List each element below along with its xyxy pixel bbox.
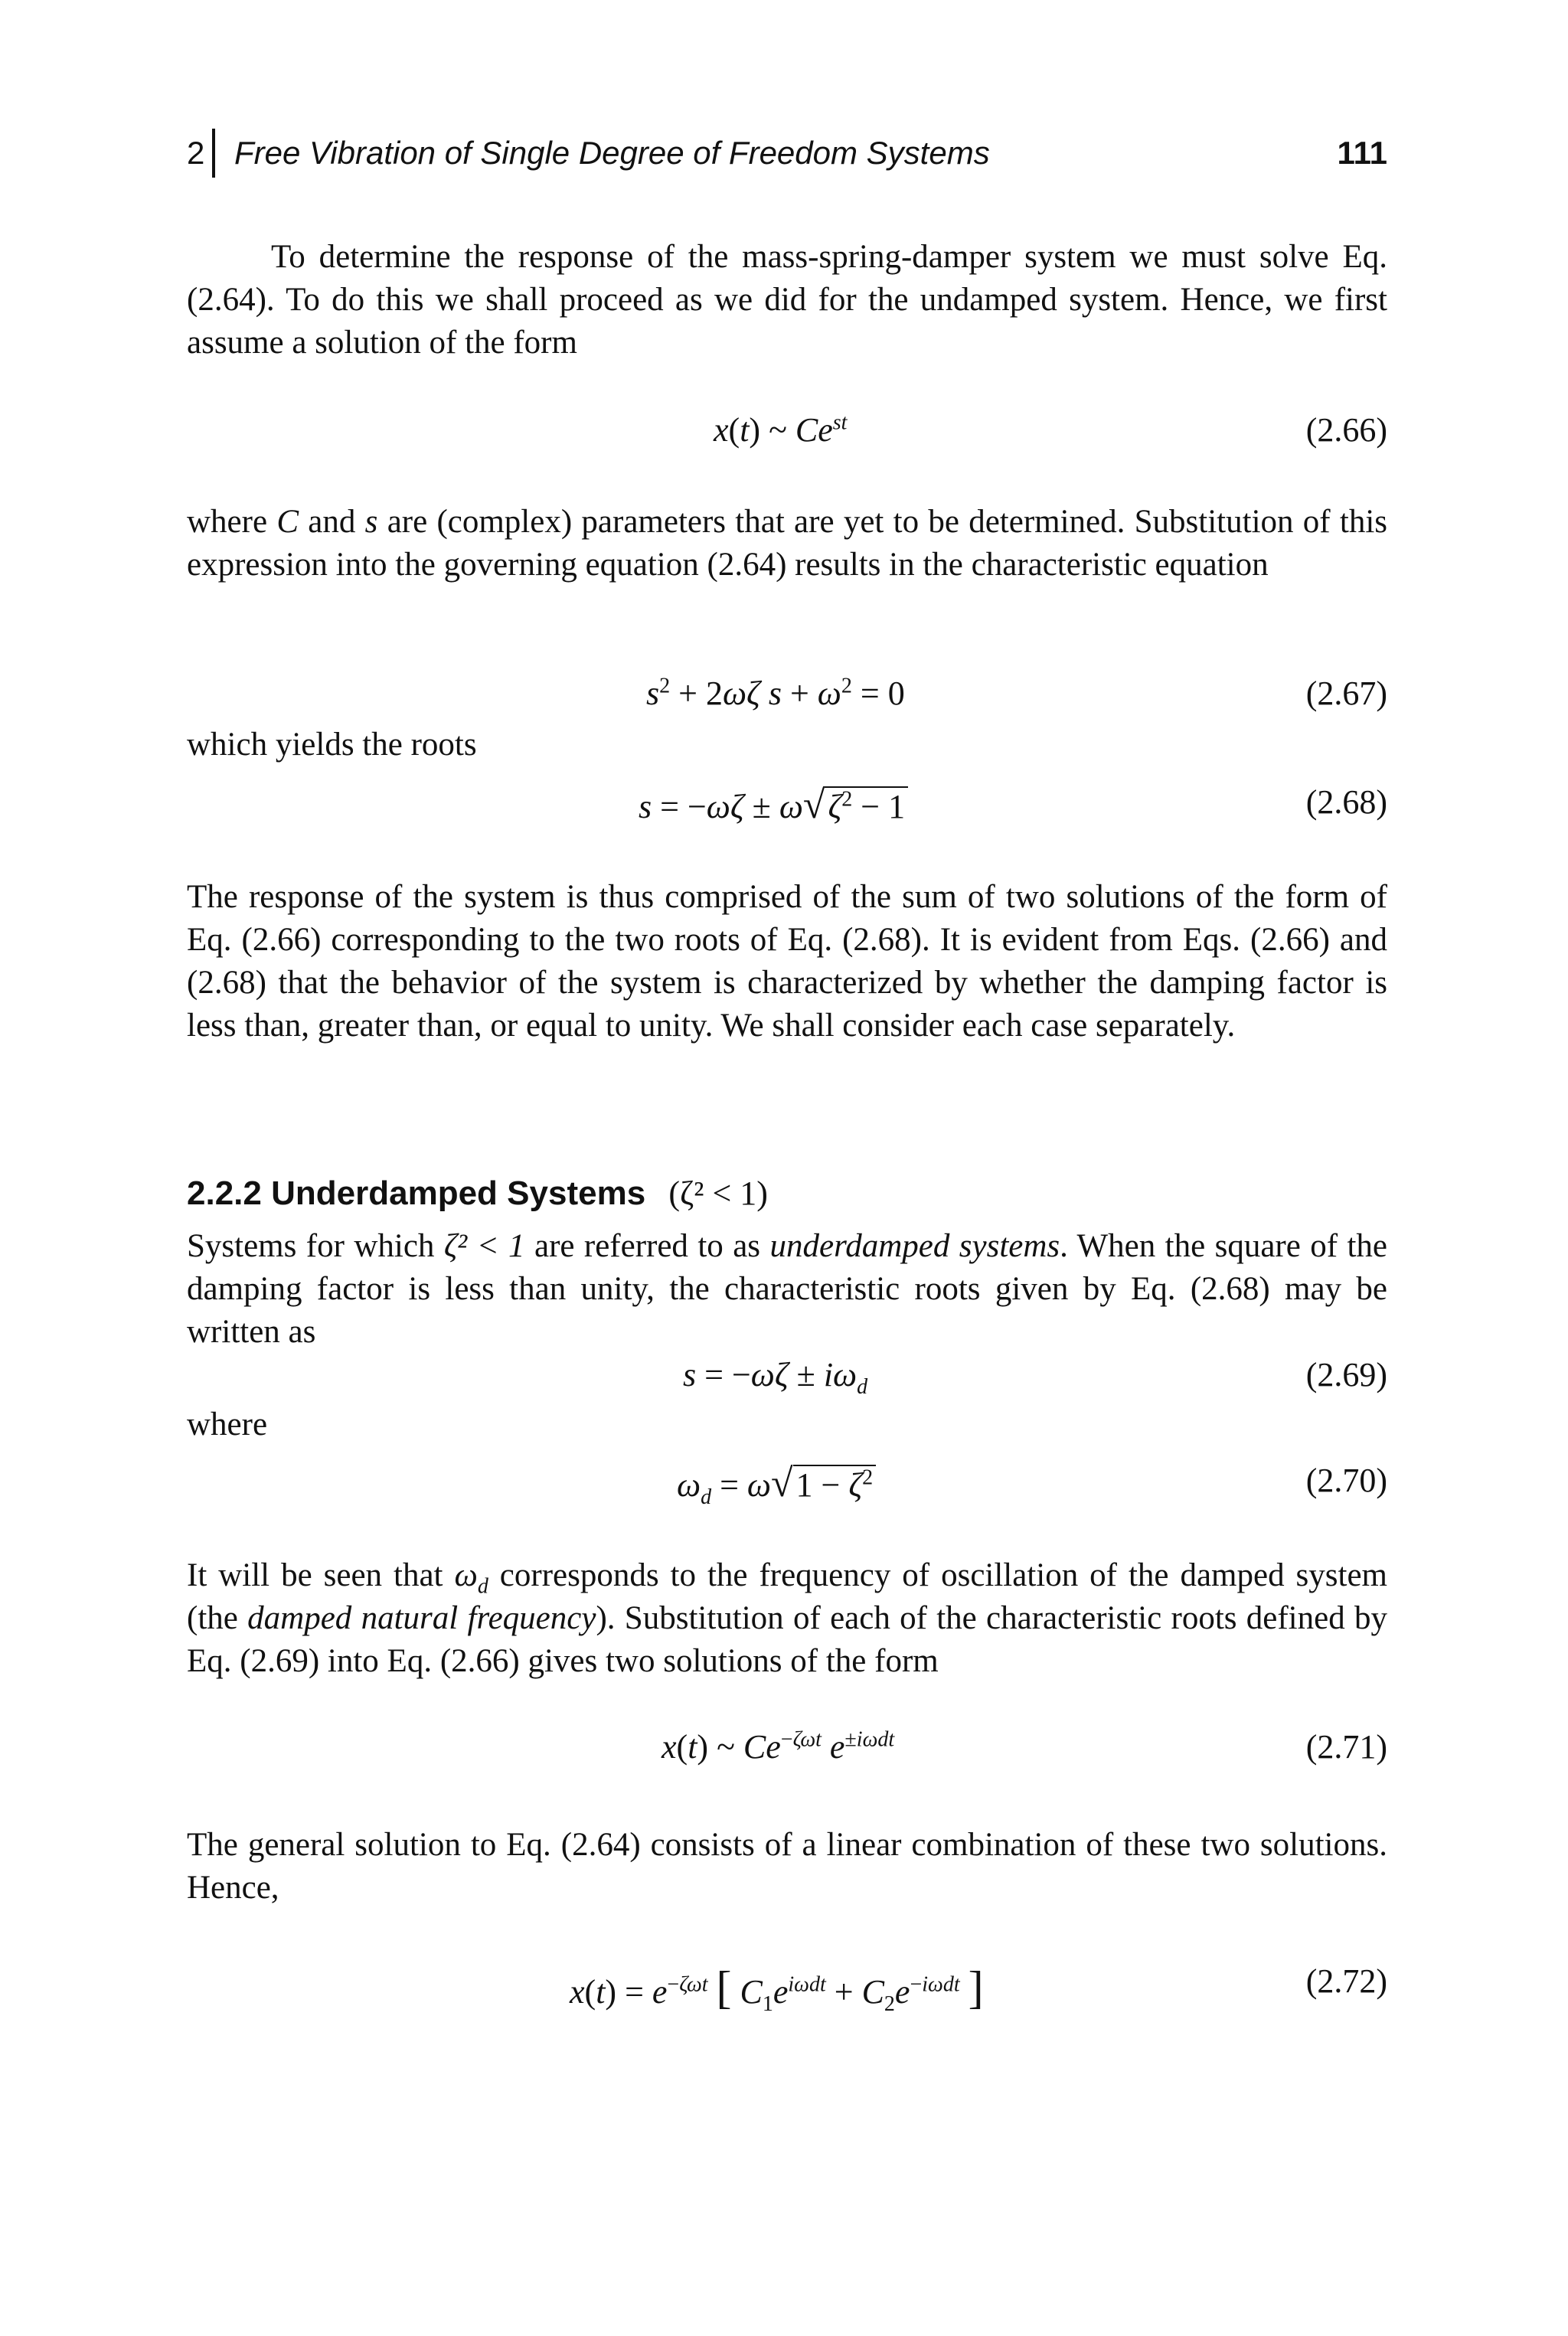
equation-2-70 [187, 1461, 1387, 1510]
roots-intro: which yields the roots [187, 727, 477, 763]
running-head [187, 129, 1387, 178]
section-condition: (ζ² < 1) [668, 1175, 768, 1212]
paragraph-2 [187, 501, 1387, 586]
paragraph-text: Systems for which ζ² < 1 are referred to as underdamped systems. When the square of the damping factor is less than unity, the characteristic roots given by Eq. (2.68) may be written as [187, 1228, 1388, 1350]
equation-number: (2.72) [1305, 1962, 1387, 2000]
chapter-number: 2 [187, 135, 205, 171]
equation-body: $s = -\omega\zeta \pm i\omega_d$ [683, 1356, 868, 1399]
equation-number: (2.66) [1305, 411, 1387, 449]
equation-2-66 [187, 410, 1387, 459]
where-label: where [187, 1407, 268, 1442]
equation-body: $\omega_d = \omega√1 - \zeta^2$ [677, 1461, 876, 1506]
equation-2-71 [187, 1727, 1387, 1776]
equation-2-67 [187, 674, 1387, 723]
equation-2-68 [187, 782, 1387, 831]
paragraph-3 [187, 876, 1387, 1047]
equation-number: (2.69) [1305, 1356, 1387, 1393]
equation-2-72 [187, 1962, 1387, 2016]
chapter-title: Free Vibration of Single Degree of Freedom Systems [234, 135, 990, 171]
equation-body: $x(t) = e^{-\zeta\omega t}$ [ $C_1e^{i\omega dt} + C_2e^{-i\omega dt}$ ] [570, 1962, 984, 2016]
paragraph-text: The general solution to Eq. (2.64) consists of a linear combination of these two solutions. Hence, [187, 1827, 1387, 1906]
equation-body: x(t) ~ $Ce^{-\zeta\omega t}$ $e^{\pm i\omega dt}$ [662, 1727, 895, 1766]
paragraph-text: The response of the system is thus comprised of the sum of two solutions of the form of Eq. (2.66) corresponding to the two roots of Eq. (2.68). It is evident from Eqs. (2.66) and (2.68) that the behavior of the system is characterized by whether the damping factor is less than, greater than, or equal to unity. We shall consider each case separately. [187, 879, 1387, 1044]
paragraph-text: where C and s are (complex) parameters that are yet to be determined. Substitution of this expression into the governing equation (2.64) results in the characteristic equation [187, 504, 1388, 583]
paragraph-text: To determine the response of the mass-spring-damper system we must solve Eq. (2.64). To do this we shall proceed as we did for the undamped system. Hence, we first assume a solution of the form [187, 239, 1387, 361]
paragraph-4 [187, 1225, 1387, 1354]
equation-number: (2.71) [1305, 1728, 1387, 1766]
equation-body: x(t) ~ $Ce^{st}$ [714, 410, 848, 449]
section-title: Underdamped Systems [271, 1175, 646, 1212]
page-number: 111 [1337, 135, 1387, 171]
header-divider [212, 129, 215, 178]
paragraph-text: It will be seen that $\omega_d$ corresponds to the frequency of oscillation of the damped system (the damped natural frequency). Substitution of each of the characteristic roots defined by Eq. (2.69) into Eq. (2.66) gives two solutions of the form [187, 1557, 1388, 1679]
equation-number: (2.67) [1305, 675, 1387, 712]
equation-2-69 [187, 1355, 1387, 1404]
equation-number: (2.68) [1305, 783, 1387, 821]
section-heading [187, 1174, 768, 1213]
equation-body: $s = -\omega\zeta \pm \omega√\zeta^2 - 1$ [639, 782, 908, 828]
equation-number: (2.70) [1305, 1462, 1387, 1499]
paragraph-1 [187, 236, 1387, 364]
paragraph-6 [187, 1824, 1387, 1910]
section-number: 2.2.2 [187, 1175, 262, 1212]
paragraph-5 [187, 1554, 1387, 1683]
equation-body: $s^2 + 2\omega\zeta$ $s + \omega^2 = 0$ [646, 674, 905, 712]
